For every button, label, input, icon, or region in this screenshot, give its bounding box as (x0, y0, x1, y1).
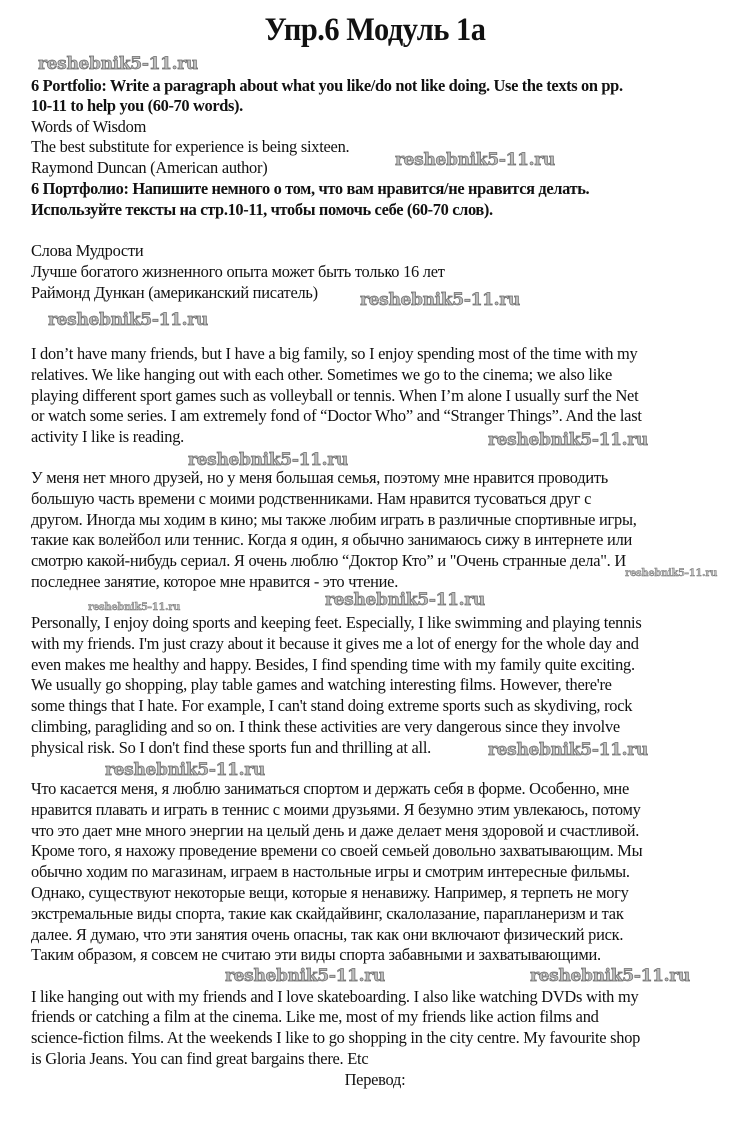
task-en-line: 10-11 to help you (60-70 words). (31, 96, 243, 115)
paragraph-line: playing different sport games such as volleyball or tennis. When I’m alone I usually surf the Net (31, 386, 639, 405)
paragraph-line: большую часть времени с моими родственниками. Нам нравится тусоваться друг с (31, 489, 592, 508)
paragraph-line: нравится плавать и играть в теннис с моими друзьями. Я безумно этим увлекаюсь, потому (31, 800, 641, 819)
paragraph-line: последнее занятие, которое мне нравится - это чтение. (31, 572, 399, 591)
paragraph-line: У меня нет много друзей, но у меня большая семья, поэтому мне нравится проводить (31, 468, 608, 487)
paragraph-line: обычно ходим по магазинам, играем в настольные игры и смотрим интересные фильмы. (31, 862, 630, 881)
watermark: reshebnik5-11.ru (360, 290, 520, 310)
quote-heading-ru: Слова Мудрости (31, 241, 144, 260)
paragraph-line: I like hanging out with my friends and I love skateboarding. I also like watching DVDs with my (31, 987, 639, 1006)
paragraph-line: even makes me healthy and happy. Besides, I find spending time with my family quite exciting. (31, 655, 635, 674)
paragraph-line: some things that I hate. For example, I can't stand doing extreme sports such as skydiving, rock (31, 696, 633, 715)
translation-label: Перевод: (344, 1070, 406, 1089)
paragraph-line: далее. Я думаю, что эти занятия очень опасны, так как они включают физический риск. (31, 925, 624, 944)
watermark: reshebnik5-11.ru (225, 966, 385, 986)
paragraph-line: is Gloria Jeans. You can find great bargains there. Etc (31, 1049, 369, 1068)
page-title: Упр.6 Модуль 1а (264, 12, 486, 48)
paragraph-line: Кроме того, я нахожу проведение времени со своей семьей довольно захватывающим. Мы (31, 841, 643, 860)
paragraph-line: with my friends. I'm just crazy about it because it gives me a lot of energy for the whole day and (31, 634, 639, 653)
watermark: reshebnik5-11.ru (188, 450, 348, 470)
watermark: reshebnik5-11.ru (625, 568, 718, 579)
paragraph-line: Что касается меня, я люблю заниматься спортом и держать себя в форме. Особенно, мне (31, 779, 629, 798)
quote-text-en: The best substitute for experience is being sixteen. (31, 137, 350, 156)
paragraph-line: Таким образом, я совсем не считаю эти виды спорта забавными и захватывающими. (31, 945, 601, 964)
watermark: reshebnik5-11.ru (530, 966, 690, 986)
watermark: reshebnik5-11.ru (325, 590, 485, 610)
paragraph-line: Personally, I enjoy doing sports and keeping feet. Especially, I like swimming and playing tennis (31, 613, 642, 632)
paragraph-line: смотрю какой-нибудь сериал. Я очень люблю “Доктор Кто” и "Очень странные дела". И (31, 551, 626, 570)
watermark: reshebnik5-11.ru (38, 54, 198, 74)
quote-text-ru: Лучше богатого жизненного опыта может быть только 16 лет (31, 262, 445, 281)
paragraph-line: I don’t have many friends, but I have a big family, so I enjoy spending most of the time with my (31, 344, 638, 363)
paragraph-line: экстремальные виды спорта, такие как скайдайвинг, скалолазание, парапланеризм и так (31, 904, 624, 923)
paragraph-line: activity I like is reading. (31, 427, 185, 446)
watermark: reshebnik5-11.ru (48, 310, 208, 330)
paragraph-line: Однако, существуют некоторые вещи, которые я ненавижу. Например, я терпеть не могу (31, 883, 629, 902)
paragraph-line: or watch some series. I am extremely fond of “Doctor Who” and “Stranger Things”. And the last (31, 406, 642, 425)
watermark: reshebnik5-11.ru (488, 740, 648, 760)
task-ru-line: 6 Портфолио: Напишите немного о том, что вам нравится/не нравится делать. (31, 179, 590, 198)
quote-author-ru: Раймонд Дункан (американский писатель) (31, 283, 318, 302)
paragraph-line: climbing, paragliding and so on. I think these activities are very dangerous since they involve (31, 717, 620, 736)
watermark: reshebnik5-11.ru (488, 430, 648, 450)
paragraph-line: science-fiction films. At the weekends I like to go shopping in the city centre. My favourite shop (31, 1028, 641, 1047)
quote-heading-en: Words of Wisdom (31, 117, 147, 136)
task-ru-line: Используйте тексты на стр.10-11, чтобы помочь себе (60-70 слов). (31, 200, 493, 219)
paragraph-line: physical risk. So I don't find these sports fun and thrilling at all. (31, 738, 431, 757)
watermark: reshebnik5-11.ru (88, 602, 181, 613)
paragraph-line: We usually go shopping, play table games and watching interesting films. However, there're (31, 675, 612, 694)
paragraph-line: другом. Иногда мы ходим в кино; мы также любим играть в различные спортивные игры, (31, 510, 637, 529)
quote-author-en: Raymond Duncan (American author) (31, 158, 268, 177)
paragraph-line: такие как волейбол или теннис. Когда я один, я обычно занимаюсь сижу в интернете или (31, 530, 633, 549)
watermark: reshebnik5-11.ru (105, 760, 265, 780)
paragraph-line: friends or catching a film at the cinema. Like me, most of my friends like action films and (31, 1007, 599, 1026)
watermark: reshebnik5-11.ru (395, 150, 555, 170)
task-en-line: 6 Portfolio: Write a paragraph about what you like/do not like doing. Use the texts on pp. (31, 76, 623, 95)
paragraph-line: relatives. We like hanging out with each other. Sometimes we go to the cinema; we also like (31, 365, 613, 384)
paragraph-line: что это дает мне много энергии на целый день и даже делает меня здоровой и счастливой. (31, 821, 640, 840)
